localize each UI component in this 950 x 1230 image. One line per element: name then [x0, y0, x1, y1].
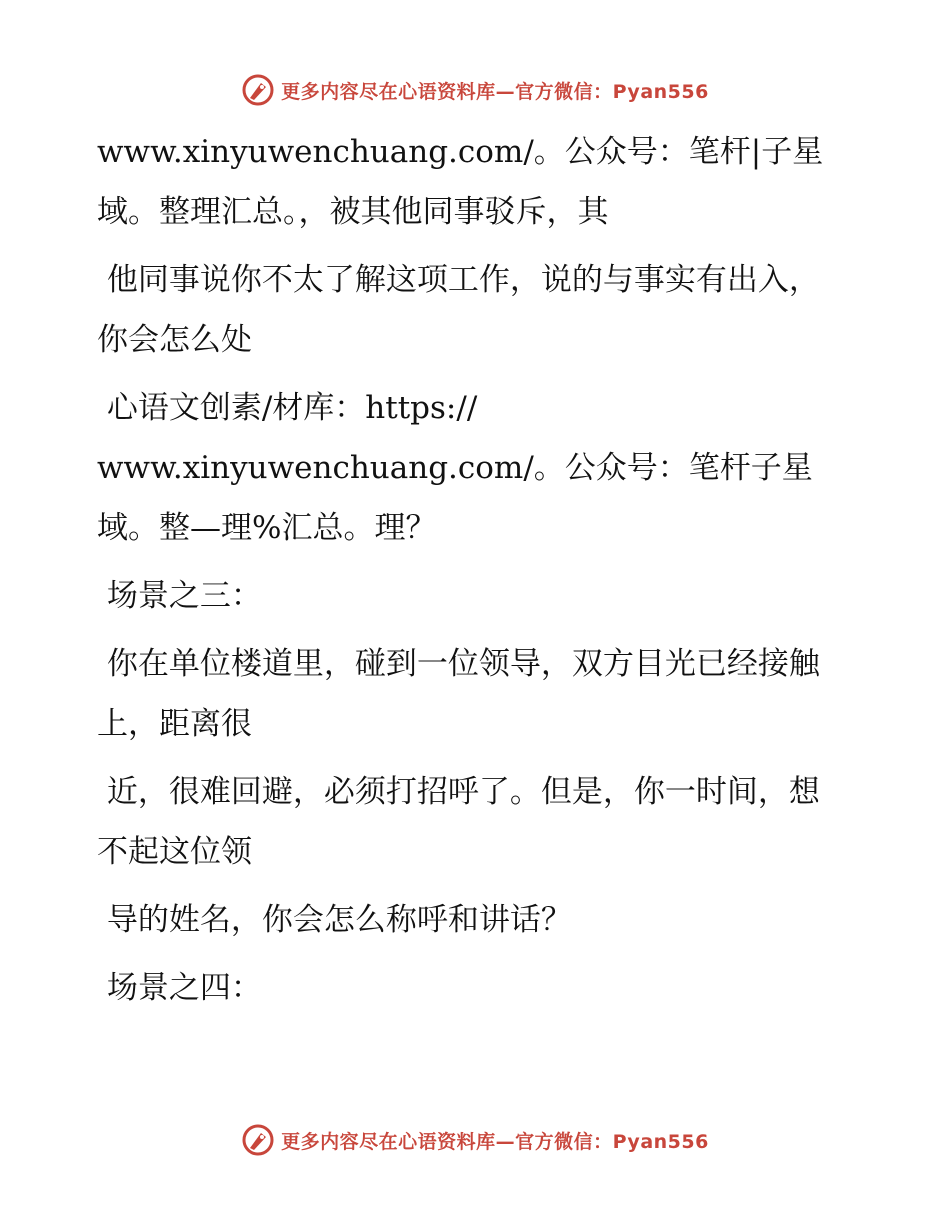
pen-nib-logo-icon — [241, 1123, 275, 1157]
paragraph-5: 场景之三： — [97, 578, 262, 614]
paragraph-9: 场景之四： — [97, 970, 262, 1006]
paragraph-3: 心语文创素/材库：https:// — [97, 390, 478, 426]
paragraph-4: www.xinyuwenchuang.com/。公众号：笔杆子星域。整—理%汇总。理？ — [97, 450, 813, 546]
footer-watermark — [0, 1120, 950, 1160]
paragraph-8: 导的姓名，你会怎么称呼和讲话？ — [97, 902, 572, 938]
paragraph-7: 近，很难回避，必须打招呼了。但是，你一时间，想不起这位领 — [97, 774, 820, 870]
document-body — [97, 122, 837, 1018]
footer-watermark-text: 更多内容尽在心语资料库—官方微信：Pyan556 — [281, 1130, 709, 1153]
header-watermark — [0, 70, 950, 110]
paragraph-2: 他同事说你不太了解这项工作，说的与事实有出入，你会怎么处 — [97, 262, 820, 358]
pen-nib-logo-icon — [241, 73, 275, 107]
paragraph-6: 你在单位楼道里，碰到一位领导，双方目光已经接触上，距离很 — [97, 646, 820, 742]
paragraph-1: www.xinyuwenchuang.com/。公众号：笔杆|子星域。整理汇总。，被其他同事驳斥，其 — [97, 134, 824, 230]
header-watermark-text: 更多内容尽在心语资料库—官方微信：Pyan556 — [281, 80, 709, 103]
